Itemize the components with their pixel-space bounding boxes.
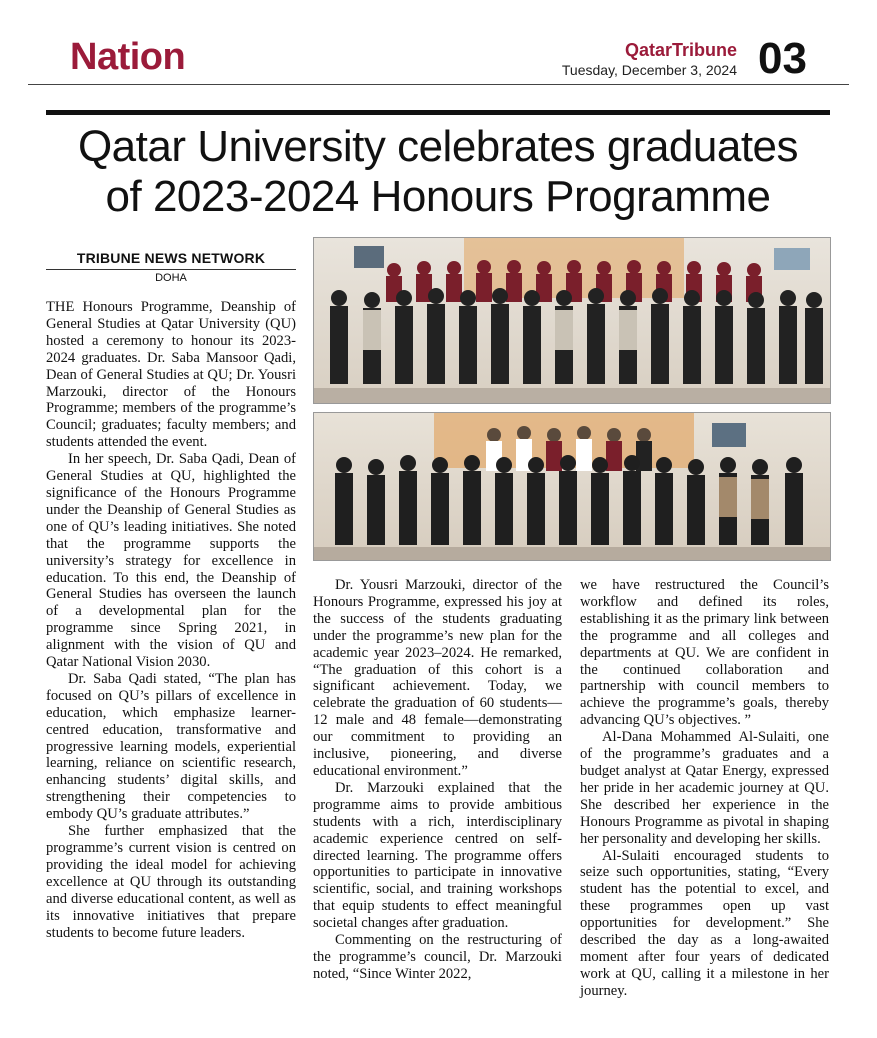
paragraph: Dr. Yousri Marzouki, director of the Honours Programme, expressed his joy at the success of the students graduating under the programme’s new plan for the academic year 2023–2024. He remarked, “The graduation of this cohort is a significant achievement. Today, we celebrate the graduation of 60 students—12 male and 48 female—demonstrating our commitment to providing an inclusive, pioneering, and diverse educational environment.” <box>313 577 562 779</box>
headline-divider <box>46 110 830 115</box>
officials-group-photo <box>313 412 831 561</box>
paragraph: Al-Dana Mohammed Al-Sulaiti, one of the programme’s graduates and a budget analyst at Qatar Energy, expressed her pride in her academic journey at QU. She described her experience in the Honours Programme as pivotal in shaping her personality and developing her skills. <box>580 729 829 847</box>
byline-divider <box>46 269 296 270</box>
byline: TRIBUNE NEWS NETWORK <box>76 250 266 266</box>
article-column-1 <box>46 299 296 941</box>
paragraph: we have restructured the Council’s workflow and defined its roles, establishing it as the primary link between the programme and all colleges and departments at QU. We are confident in the continued collaboration and partnership with council members to achieve the programme’s goals, thereby advancing QU’s objectives. ” <box>580 577 829 729</box>
graduates-group-photo <box>313 237 831 404</box>
headline-line-2: of 2023-2024 Honours Programme <box>105 172 771 221</box>
paragraph: THE Honours Programme, Deanship of General Studies at Qatar University (QU) hosted a ceremony to honour its 2023-2024 graduates. Dr. Saba Mansoor Qadi, Dean of General Studies at QU; Dr. Yousri Marzouki, director of the Honours Programme; members of the programme’s Council; graduates; faculty members; and students attended the event. <box>46 299 296 451</box>
paragraph: Dr. Marzouki explained that the programme aims to provide ambitious students with a rich, interdisciplinary academic experience centred on self-directed learning. The programme offers opportunities to participate in innovative scientific, social, and training workshops that equip students to effect meaningful societal changes after graduation. <box>313 779 562 932</box>
paragraph: She further emphasized that the programme’s current vision is centred on providing the ideal model for achieving excellence at QU through its outstanding and diverse educational content, as well as its innovative initiatives that prepare students to become future leaders. <box>46 823 296 941</box>
section-title: Nation <box>70 36 186 78</box>
article-column-2 <box>313 577 562 983</box>
paragraph: Al-Sulaiti encouraged students to seize such opportunities, stating, “Every student has the potential to excel, and these programmes open up vast opportunities for development.” She described the day as a long-awaited moment after four years of dedicated work at QU, calling it a milestone in her journey. <box>580 847 829 999</box>
paragraph: Dr. Saba Qadi stated, “The plan has focused on QU’s pillars of excellence in education, which emphasize learner-centred education, transformative and progressive learning models, experiential learning, reliance on scientific research, enhancing students’ digital skills, and strengthening their competencies to embody QU’s graduate attributes.” <box>46 670 296 823</box>
paragraph: Commenting on the restructuring of the programme’s council, Dr. Marzouki noted, “Since Winter 2022, <box>313 932 562 982</box>
article-headline <box>46 122 830 222</box>
article-column-3 <box>580 577 829 1000</box>
newspaper-brand: QatarTribune <box>624 40 737 60</box>
headline-line-1: Qatar University celebrates graduates <box>77 122 799 171</box>
paragraph: In her speech, Dr. Saba Qadi, Dean of General Studies at QU, highlighted the significance of the Honours Programme under the Deanship of General Studies as one of QU’s leading initiatives. She noted that the programme supports the university’s strategy for excellence in education. To this end, the Deanship of General Studies has overseen the launch of a developmental plan for the programme since Spring 2021, in alignment with the vision of QU and Qatar National Vision 2030. <box>46 451 296 671</box>
page-number: 03 <box>758 34 807 83</box>
issue-date: Tuesday, December 3, 2024 <box>561 62 737 78</box>
dateline: DOHA <box>155 272 187 284</box>
header-divider <box>28 84 849 85</box>
